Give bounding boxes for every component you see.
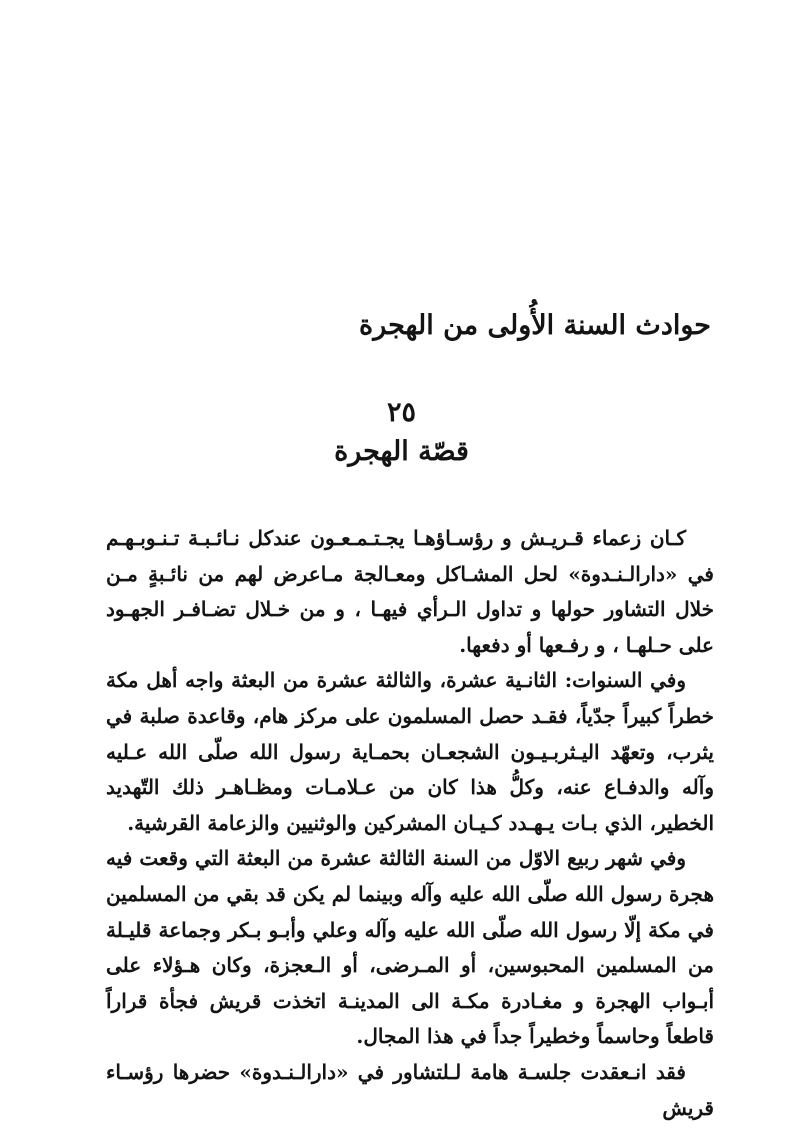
chapter-number: ٢٥ xyxy=(386,397,416,428)
paragraph-3: وفي شهر ربيع الاوّل من السنة الثالثة عشرة من البعثة التي وقعت فيه هجرة رسول الله صلّى الله عليه وآله وبينما لم يكن قد بقي من المسلمين في مكة إلّا رسول الله صلّى الله عليه وآله وعلي وأبـو بـكر وجماعة قليـلة من المسلمين المحبوسين، أو المـرضى، أو الـعجزة، وكان هـؤلاء على أبـواب الهجرة و مغـادرة مكـة الى المدينـة اتخذت قريش فجأة قراراً قاطعاً وحاسماً وخطيراً جداً في هذا المجال. xyxy=(106,846,714,1049)
chapter-title: قصّة الهجرة xyxy=(334,436,469,467)
paragraph-1: كـان زعماء قـريـش و رؤسـاؤهـا يجـتـمـعـون عندكل نـائـبـة تـنـوبـهـم في «دارالـنـدوة» لحل المشـاكل ومعـالجة مـاعرض لهم من نائـبةٍ مـن خلال التشاور حولها و تداول الـرأي فيهـا ، و من خـلال تضـافـر الجهـود على حـلهـا ، و رفـعها أو دفعها. xyxy=(106,526,714,657)
section-title: حوادث السنة الأُولى من الهجرة xyxy=(359,310,711,341)
paragraph-2: وفي السنوات: الثانـية عشرة، والثالثة عشرة من البعثة واجه أهل مكة خطراً كبيراً جدّياً، فقـد حصل المسلمون على مركز هام، وقاعدة صلبة في يثرب، وتعهّد اليـثربـيـون الشجعـان بحمـاية رسول الله صلّى الله عـليه وآله والدفـاع عنه، وكلُّ هذا كان من عـلامـات ومظـاهـر ذلك التّهديد الخطير، الذي بـات يـهـدد كـيـان المشركين والوثنيين والزعامة القرشية. xyxy=(106,668,714,835)
body-text xyxy=(106,521,714,1126)
paragraph-4: فقد انـعقدت جلسـة هامة لـلتشاور في «دارالـنـدوة» حضرها رؤسـاء قريش xyxy=(106,1059,714,1120)
